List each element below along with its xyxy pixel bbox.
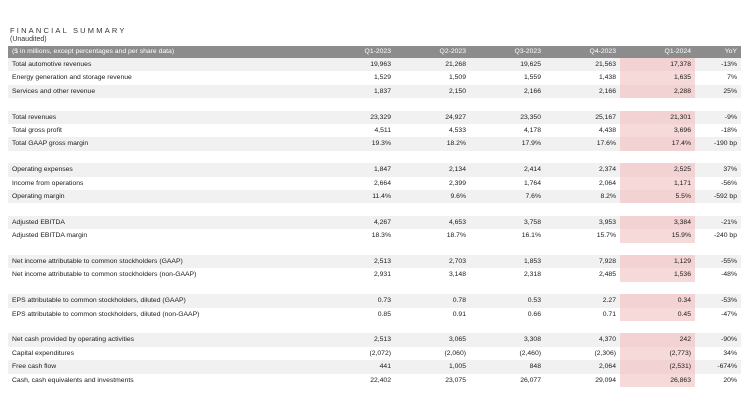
value-cell: 17.6%	[545, 137, 620, 150]
row-label: Free cash flow	[8, 360, 320, 373]
value-cell: 11.4%	[320, 190, 395, 203]
table-row	[8, 137, 741, 150]
row-label: EPS attributable to common stockholders, diluted (non-GAAP)	[12, 310, 200, 318]
row-label: Total automotive revenues	[8, 58, 320, 71]
value-cell: 21,301	[620, 111, 695, 124]
value-cell: 242	[620, 333, 695, 346]
row-label: Total revenues	[8, 111, 320, 124]
value-cell: 4,438	[598, 127, 616, 135]
table-row	[8, 360, 741, 373]
value-cell: 23,329	[320, 111, 395, 124]
value-cell: 1,438	[598, 74, 616, 82]
value-cell: 2,166	[470, 85, 545, 98]
value-cell: 0.34	[620, 294, 695, 307]
row-label: Total GAAP gross margin	[8, 137, 320, 150]
value-cell: 3,696	[620, 124, 695, 137]
value-cell: 1,853	[470, 255, 545, 268]
value-cell: 15.7%	[596, 232, 616, 240]
value-cell: 19,625	[470, 58, 545, 71]
table-row	[8, 347, 741, 360]
value-cell: 4,653	[395, 216, 470, 229]
value-cell: (2,306)	[594, 349, 616, 357]
value-cell: 3,758	[470, 216, 545, 229]
yoy-cell: -190 bp	[695, 137, 741, 150]
value-cell: 17.4%	[620, 137, 695, 150]
value-cell: 1,559	[523, 74, 541, 82]
value-cell: 2,414	[470, 163, 545, 176]
value-cell: 17,378	[620, 58, 695, 71]
value-cell: 1,005	[395, 360, 470, 373]
yoy-cell: -240 bp	[713, 232, 737, 240]
value-cell: 2,150	[395, 85, 470, 98]
value-cell: (2,060)	[444, 349, 466, 357]
table-row	[8, 374, 741, 387]
table-row	[8, 85, 741, 98]
value-cell: 29,094	[595, 376, 616, 384]
table-row	[8, 111, 741, 124]
table-body	[8, 58, 741, 387]
value-cell: 4,267	[320, 216, 395, 229]
column-header-q2-2023: Q2-2023	[395, 46, 470, 58]
row-label: Total gross profit	[12, 127, 62, 135]
value-cell: 441	[320, 360, 395, 373]
table-row	[8, 294, 741, 307]
row-label: Operating margin	[8, 190, 320, 203]
value-cell: 0.91	[452, 310, 466, 318]
page-subtitle: (Unaudited)	[10, 36, 47, 43]
value-cell: 2.27	[545, 294, 620, 307]
value-cell: 2,931	[373, 271, 391, 279]
value-cell: 0.85	[377, 310, 391, 318]
row-label: Net income attributable to common stockholders (non-GAAP)	[12, 271, 197, 279]
value-cell: 5.5%	[620, 190, 695, 203]
value-cell: 16.1%	[521, 232, 541, 240]
yoy-cell: -18%	[721, 127, 737, 135]
yoy-cell: -47%	[721, 310, 737, 318]
value-cell: (2,773)	[620, 347, 695, 360]
value-cell: 18.3%	[371, 232, 391, 240]
row-label: Net income attributable to common stockholders (GAAP)	[8, 255, 320, 268]
value-cell: 2,064	[545, 360, 620, 373]
value-cell: 1,536	[620, 268, 695, 281]
value-cell: 7,928	[545, 255, 620, 268]
row-label: Capital expenditures	[12, 349, 74, 357]
column-header-q4-2023: Q4-2023	[545, 46, 620, 58]
value-cell: 23,075	[445, 376, 466, 384]
table-row	[8, 216, 741, 229]
yoy-cell: -592 bp	[695, 190, 741, 203]
spacer-cell	[8, 282, 741, 294]
value-cell: 2,485	[598, 271, 616, 279]
spacer-cell	[8, 98, 741, 110]
value-cell: 2,513	[320, 255, 395, 268]
yoy-cell: 37%	[695, 163, 741, 176]
row-label: Operating expenses	[8, 163, 320, 176]
value-cell: 3,148	[448, 271, 466, 279]
column-header-q3-2023: Q3-2023	[470, 46, 545, 58]
row-label: Energy generation and storage revenue	[12, 74, 132, 82]
value-cell: 18.2%	[395, 137, 470, 150]
table-row	[8, 255, 741, 268]
value-cell: 1,129	[620, 255, 695, 268]
spacer-row	[8, 321, 741, 333]
table-row	[8, 229, 741, 242]
table-row	[8, 163, 741, 176]
value-cell: 4,533	[448, 127, 466, 135]
spacer-row	[8, 98, 741, 110]
spacer-cell	[8, 243, 741, 255]
value-cell: 2,318	[523, 271, 541, 279]
table-row	[8, 58, 741, 71]
row-label: Income from operations	[12, 179, 84, 187]
value-cell: 19.3%	[320, 137, 395, 150]
value-cell: 0.71	[602, 310, 616, 318]
financial-summary-table	[8, 46, 741, 387]
spacer-row	[8, 203, 741, 215]
yoy-cell: -674%	[695, 360, 741, 373]
spacer-row	[8, 243, 741, 255]
value-cell: 1,847	[320, 163, 395, 176]
row-label: Adjusted EBITDA margin	[12, 232, 88, 240]
table-header-row	[8, 46, 741, 58]
yoy-cell: -53%	[695, 294, 741, 307]
value-cell: 19,963	[320, 58, 395, 71]
row-label: Net cash provided by operating activities	[8, 333, 320, 346]
value-cell: 0.66	[527, 310, 541, 318]
row-label: EPS attributable to common stockholders, diluted (GAAP)	[8, 294, 320, 307]
spacer-cell	[8, 321, 741, 333]
value-cell: 4,178	[523, 127, 541, 135]
value-cell: 22,402	[370, 376, 391, 384]
row-label: Cash, cash equivalents and investments	[12, 376, 134, 384]
column-header-q1-2023: Q1-2023	[320, 46, 395, 58]
value-cell: 26,077	[520, 376, 541, 384]
yoy-cell: 20%	[723, 376, 737, 384]
value-cell: 25,167	[545, 111, 620, 124]
table-row	[8, 124, 741, 137]
value-cell: 21,563	[545, 58, 620, 71]
table-row	[8, 71, 741, 84]
value-cell: (2,072)	[369, 349, 391, 357]
value-cell: 1,764	[523, 179, 541, 187]
value-cell: 2,166	[545, 85, 620, 98]
yoy-cell: -56%	[721, 179, 737, 187]
value-cell: (2,531)	[620, 360, 695, 373]
value-cell: 3,308	[470, 333, 545, 346]
value-cell: 2,374	[545, 163, 620, 176]
value-cell: 2,399	[448, 179, 466, 187]
value-cell: 2,664	[373, 179, 391, 187]
yoy-cell: -13%	[695, 58, 741, 71]
value-cell: 4,370	[545, 333, 620, 346]
value-cell: 0.53	[470, 294, 545, 307]
value-cell: 2,703	[395, 255, 470, 268]
value-cell: 848	[470, 360, 545, 373]
table-row	[8, 333, 741, 346]
row-label: Adjusted EBITDA	[8, 216, 320, 229]
value-cell: 3,384	[620, 216, 695, 229]
value-cell: 23,350	[470, 111, 545, 124]
value-cell: 1,171	[620, 177, 695, 190]
value-cell: 0.78	[395, 294, 470, 307]
value-cell: 26,863	[620, 374, 695, 387]
yoy-cell: 7%	[727, 74, 737, 82]
value-cell: 21,268	[395, 58, 470, 71]
yoy-cell: -55%	[695, 255, 741, 268]
spacer-row	[8, 151, 741, 163]
value-cell: 8.2%	[545, 190, 620, 203]
yoy-cell: -90%	[695, 333, 741, 346]
column-header-yoy: YoY	[695, 46, 741, 58]
table-row	[8, 177, 741, 190]
table-row	[8, 190, 741, 203]
value-cell: 1,509	[448, 74, 466, 82]
value-cell: 3,953	[545, 216, 620, 229]
yoy-cell: -21%	[695, 216, 741, 229]
page-title: FINANCIAL SUMMARY	[10, 26, 127, 35]
yoy-cell: -9%	[695, 111, 741, 124]
value-cell: 15.9%	[620, 229, 695, 242]
value-cell: 0.73	[320, 294, 395, 307]
value-cell: 2,064	[598, 179, 616, 187]
spacer-cell	[8, 151, 741, 163]
value-cell: (2,460)	[519, 349, 541, 357]
column-header-label: ($ in millions, except percentages and per share data)	[8, 46, 320, 58]
column-header-q1-2024: Q1-2024	[620, 46, 695, 58]
table-row	[8, 268, 741, 281]
value-cell: 18.7%	[446, 232, 466, 240]
spacer-cell	[8, 203, 741, 215]
value-cell: 4,511	[374, 127, 391, 135]
yoy-cell: 25%	[695, 85, 741, 98]
value-cell: 2,134	[395, 163, 470, 176]
value-cell: 1,837	[320, 85, 395, 98]
value-cell: 2,525	[620, 163, 695, 176]
yoy-cell: -48%	[721, 271, 737, 279]
value-cell: 9.6%	[395, 190, 470, 203]
value-cell: 7.6%	[470, 190, 545, 203]
value-cell: 1,635	[620, 71, 695, 84]
value-cell: 0.45	[620, 308, 695, 321]
spacer-row	[8, 282, 741, 294]
value-cell: 17.9%	[470, 137, 545, 150]
table-row	[8, 308, 741, 321]
yoy-cell: 34%	[723, 349, 737, 357]
value-cell: 2,513	[320, 333, 395, 346]
value-cell: 24,927	[395, 111, 470, 124]
value-cell: 1,529	[373, 74, 391, 82]
value-cell: 2,288	[620, 85, 695, 98]
row-label: Services and other revenue	[8, 85, 320, 98]
value-cell: 3,065	[395, 333, 470, 346]
